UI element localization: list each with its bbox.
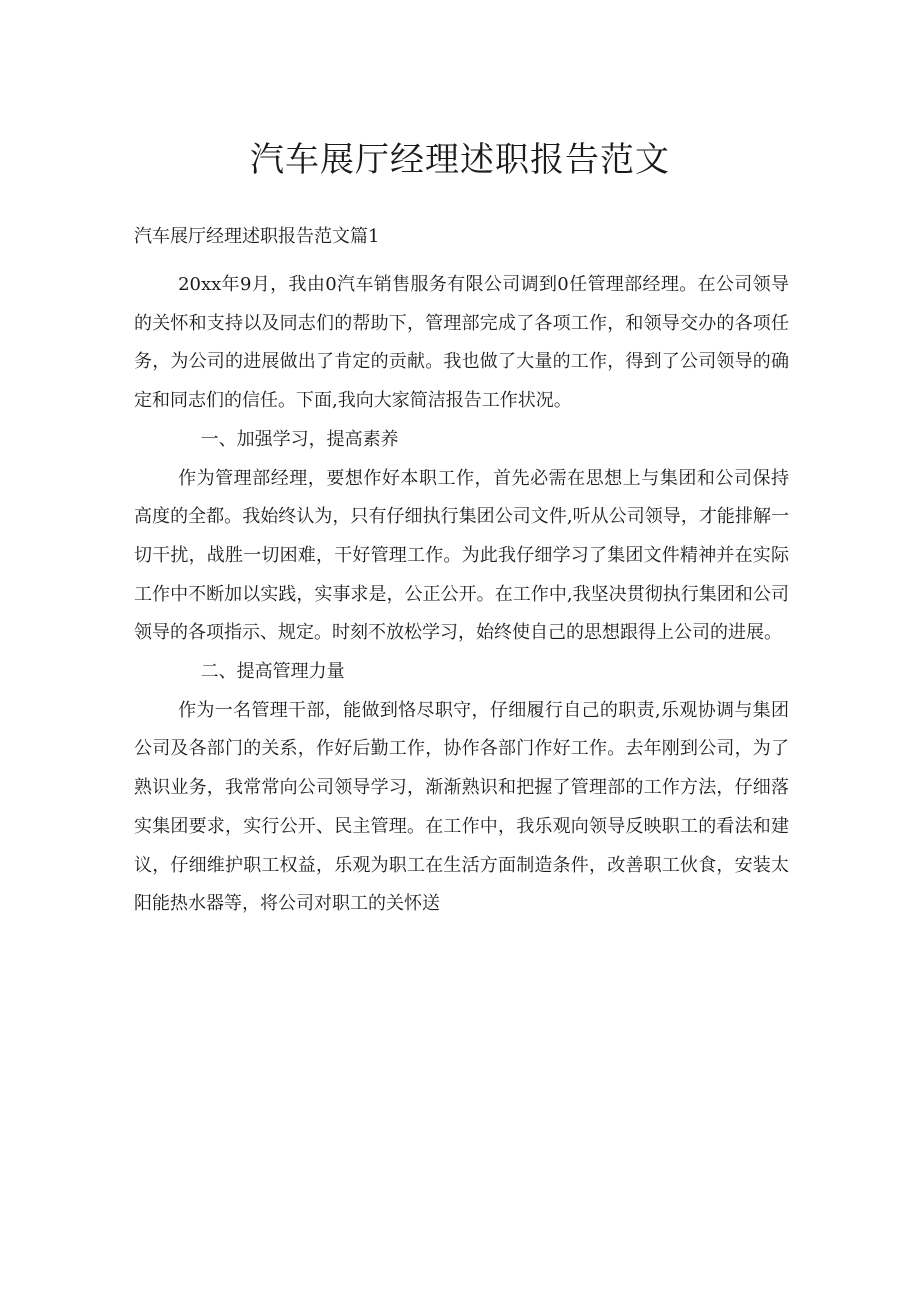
section-heading-1: 一、加强学习，提高素养 [200,428,399,450]
paragraph-section-2: 作为一名管理干部，能做到恪尽职守，仔细履行自己的职责,乐观协调与集团公司及各部门的关系，作好后勤工作，协作各部门作好工作。去年刚到公司，为了熟识业务，我常常向公司领导学习，渐渐熟识和把握了管理部的工作方法，仔细落实集团要求，实行公开、民主管理。在工作中，我乐观向领导反映职工的看法和建议，仔细维护职工权益，乐观为职工在生活方面制造条件，改善职工伙食，安装太阳能热水器等，将公司对职工的关怀送 [134,699,789,915]
paragraph-section-1: 作为管理部经理，要想作好本职工作，首先必需在思想上与集团和公司保持高度的全都。我始终认为，只有仔细执行集团公司文件,听从公司领导，才能排解一切干扰，战胜一切困难，干好管理工作。为此我仔细学习了集团文件精神并在实际工作中不断加以实践，实事求是，公正公开。在工作中,我坚决贯彻执行集团和公司领导的各项指示、规定。时刻不放松学习，始终使自己的思想跟得上公司的进展。 [134,467,789,644]
document-title: 汽车展厅经理述职报告范文 [250,140,670,180]
document-subtitle: 汽车展厅经理述职报告范文篇1 [134,226,380,247]
section-heading-2: 二、提高管理力量 [200,661,345,683]
document-body [134,266,789,924]
paragraph-intro: 20xx年9月，我由0汽车销售服务有限公司调到0任管理部经理。在公司领导的关怀和支持以及同志们的帮助下，管理部完成了各项工作，和领导交办的各项任务，为公司的进展做出了肯定的贡献。我也做了大量的工作，得到了公司领导的确定和同志们的信任。下面,我向大家简洁报告工作状况。 [134,274,789,412]
